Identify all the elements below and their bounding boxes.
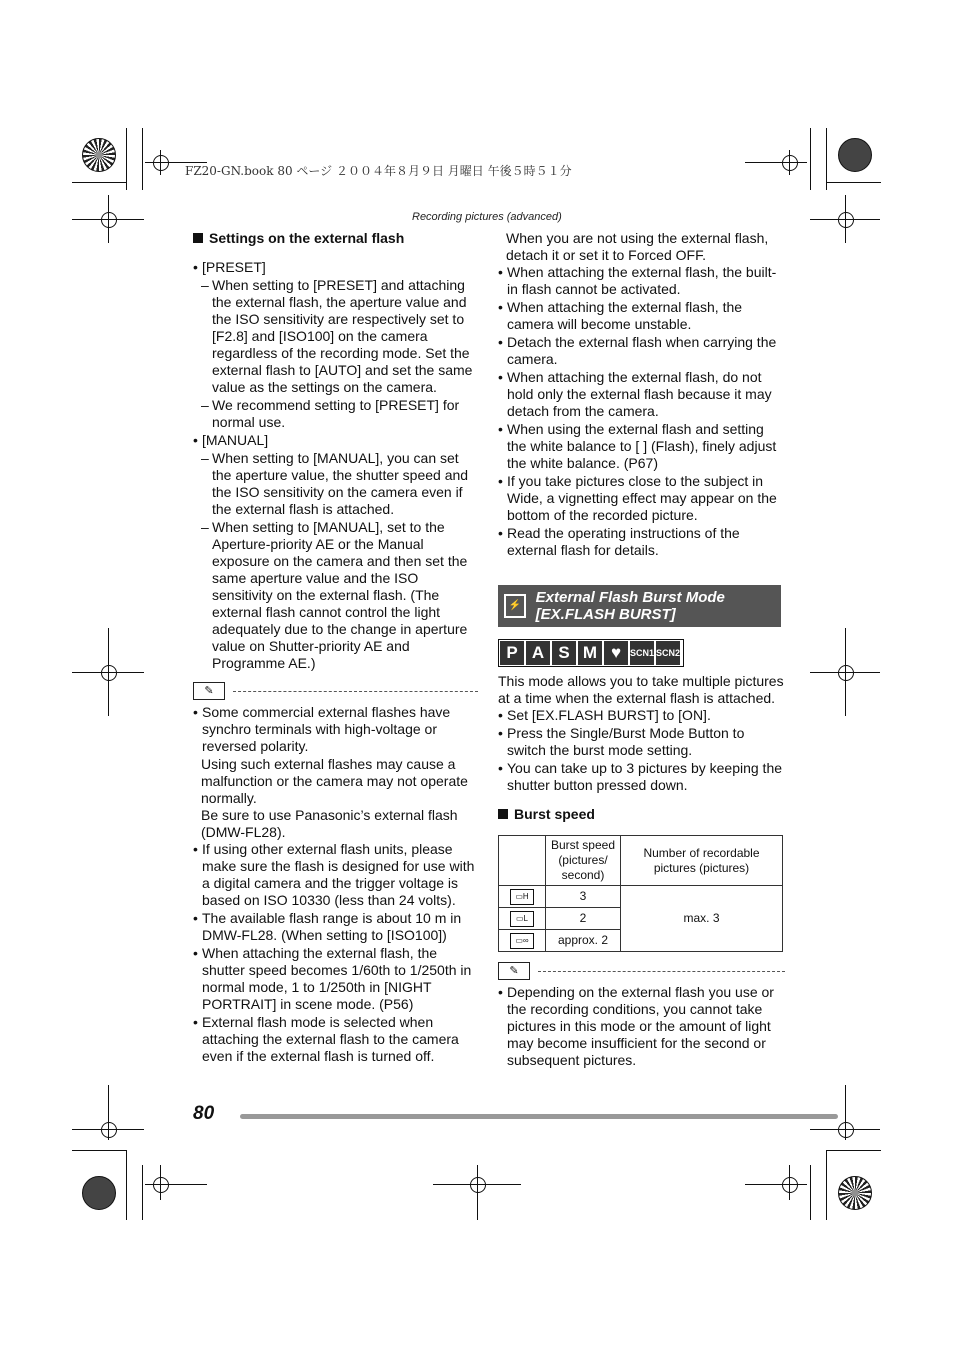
table-header-speed: Burst speed (pictures/ second) bbox=[546, 836, 621, 886]
note-item: • If you take pictures close to the subject in Wide, a vignetting effect may appear on the bottom of the recorded picture. bbox=[498, 473, 785, 524]
section-label: Recording pictures (advanced) bbox=[412, 211, 562, 223]
note-item: • Read the operating instructions of the external flash for details. bbox=[498, 525, 785, 559]
continued-text: When you are not using the external flash, detach it or set it to Forced OFF. bbox=[506, 230, 769, 263]
preset-item: – When setting to [PRESET] and attaching the external flash, the aperture value and the ISO sensitivity are respectively set to [F2.8] and [ISO100] on the camera regardless of the recording mode. Set the external flash to [AUTO] and set the same value as the settings on the camera. bbox=[193, 277, 478, 396]
note-item: • When attaching the external flash, the camera will become unstable. bbox=[498, 299, 785, 333]
manual-item: – When setting to [MANUAL], set to the Aperture-priority AE or the Manual exposure on the camera and then set the same aperture value and the ISO sensitivity on the external flash. (The external flash cannot control the light adequately due to the change in aperture value on Shutter-priority AE and Programme AE.) bbox=[193, 519, 478, 672]
square-bullet-icon bbox=[498, 809, 508, 819]
table-row: ▭H 3 max. 3 bbox=[499, 886, 783, 908]
note-item: • Depending on the external flash you use or the recording conditions, you cannot take pictures in this mode or the amount of light may become insufficient for the second or subsequent pictures. bbox=[498, 984, 785, 1069]
external-flash-heading: Settings on the external flash bbox=[193, 230, 478, 247]
note-divider bbox=[193, 682, 478, 700]
preset-label: • [PRESET] bbox=[193, 259, 478, 276]
burst-low-icon: ▭L bbox=[510, 911, 534, 927]
burst-infinite-icon: ▭∞ bbox=[510, 933, 534, 949]
note-item: • External flash mode is selected when attaching the external flash to the camera even if the external flash is turned off. bbox=[193, 1014, 478, 1065]
step-item: • You can take up to 3 pictures by keeping the shutter button pressed down. bbox=[498, 760, 785, 794]
note-item: • Some commercial external flashes have synchro terminals with high-voltage or reversed polarity. bbox=[193, 704, 478, 755]
burst-speed-heading: Burst speed bbox=[498, 806, 785, 823]
manual-label: • [MANUAL] bbox=[193, 432, 478, 449]
page-number: 80 bbox=[193, 1103, 215, 1124]
note-item: • When attaching the external flash, the built-in flash cannot be activated. bbox=[498, 264, 785, 298]
left-column bbox=[193, 230, 478, 1066]
mode-s-icon: S bbox=[552, 641, 576, 665]
note-icon: ✎ bbox=[498, 962, 530, 980]
banner-title: External Flash Burst Mode [EX.FLASH BURST] bbox=[535, 589, 725, 623]
note-item: • When using the external flash and setting the white balance to [ ] (Flash), finely adjust the white balance. (P67) bbox=[498, 421, 785, 472]
mode-icons bbox=[498, 639, 684, 667]
step-item: • Set [EX.FLASH BURST] to [ON]. bbox=[498, 707, 785, 724]
note-continuation: Be sure to use Panasonic’s external flash (DMW-FL28). bbox=[201, 807, 458, 840]
mode-m-icon: M bbox=[578, 641, 602, 665]
mode-intro: This mode allows you to take multiple pictures at a time when the external flash is attached. bbox=[498, 673, 784, 706]
flash-burst-icon: ⚡ bbox=[504, 594, 526, 618]
mode-scn2-icon: SCN2 bbox=[656, 641, 680, 665]
max-cell: max. 3 bbox=[621, 886, 783, 952]
file-header: FZ20-GN.book 80 ページ ２００４年８月９日 月曜日 午後５時５１分 bbox=[185, 164, 572, 178]
burst-high-icon: ▭H bbox=[510, 889, 534, 905]
note-item: • Detach the external flash when carrying the camera. bbox=[498, 334, 785, 368]
note-item: • When attaching the external flash, the shutter speed becomes 1/60th to 1/250th in normal mode, 1 to 1/250th in [NIGHT PORTRAIT] in scene mode. (P56) bbox=[193, 945, 478, 1013]
footer-line bbox=[240, 1114, 838, 1119]
table-header-count: Number of recordable pictures (pictures) bbox=[621, 836, 783, 886]
right-column bbox=[498, 230, 785, 1070]
note-item: • When attaching the external flash, do not hold only the external flash because it may detach from the camera. bbox=[498, 369, 785, 420]
flash-burst-banner bbox=[498, 585, 781, 627]
table-row: ▭L 2 bbox=[499, 908, 783, 930]
preset-item: – We recommend setting to [PRESET] for normal use. bbox=[193, 397, 478, 431]
manual-item: – When setting to [MANUAL], you can set the aperture value, the shutter speed and the ISO sensitivity on the camera even if the external flash is attached. bbox=[193, 450, 478, 518]
burst-speed-table bbox=[498, 835, 783, 952]
mode-macro-icon: ♥ bbox=[604, 641, 628, 665]
mode-p-icon: P bbox=[500, 641, 524, 665]
mode-scn1-icon: SCN1 bbox=[630, 641, 654, 665]
note-continuation: Using such external flashes may cause a malfunction or the camera may not operate normally. bbox=[201, 756, 468, 806]
table-row: ▭∞ approx. 2 bbox=[499, 930, 783, 952]
note-icon: ✎ bbox=[193, 682, 225, 700]
note-item: • The available flash range is about 10 m in DMW-FL28. (When setting to [ISO100]) bbox=[193, 910, 478, 944]
square-bullet-icon bbox=[193, 233, 203, 243]
mode-a-icon: A bbox=[526, 641, 550, 665]
step-item: • Press the Single/Burst Mode Button to switch the burst mode setting. bbox=[498, 725, 785, 759]
note-item: • If using other external flash units, please make sure the flash is designed for use with a digital camera and the trigger voltage is based on ISO 10330 (less than 24 volts). bbox=[193, 841, 478, 909]
note-divider bbox=[498, 962, 785, 980]
